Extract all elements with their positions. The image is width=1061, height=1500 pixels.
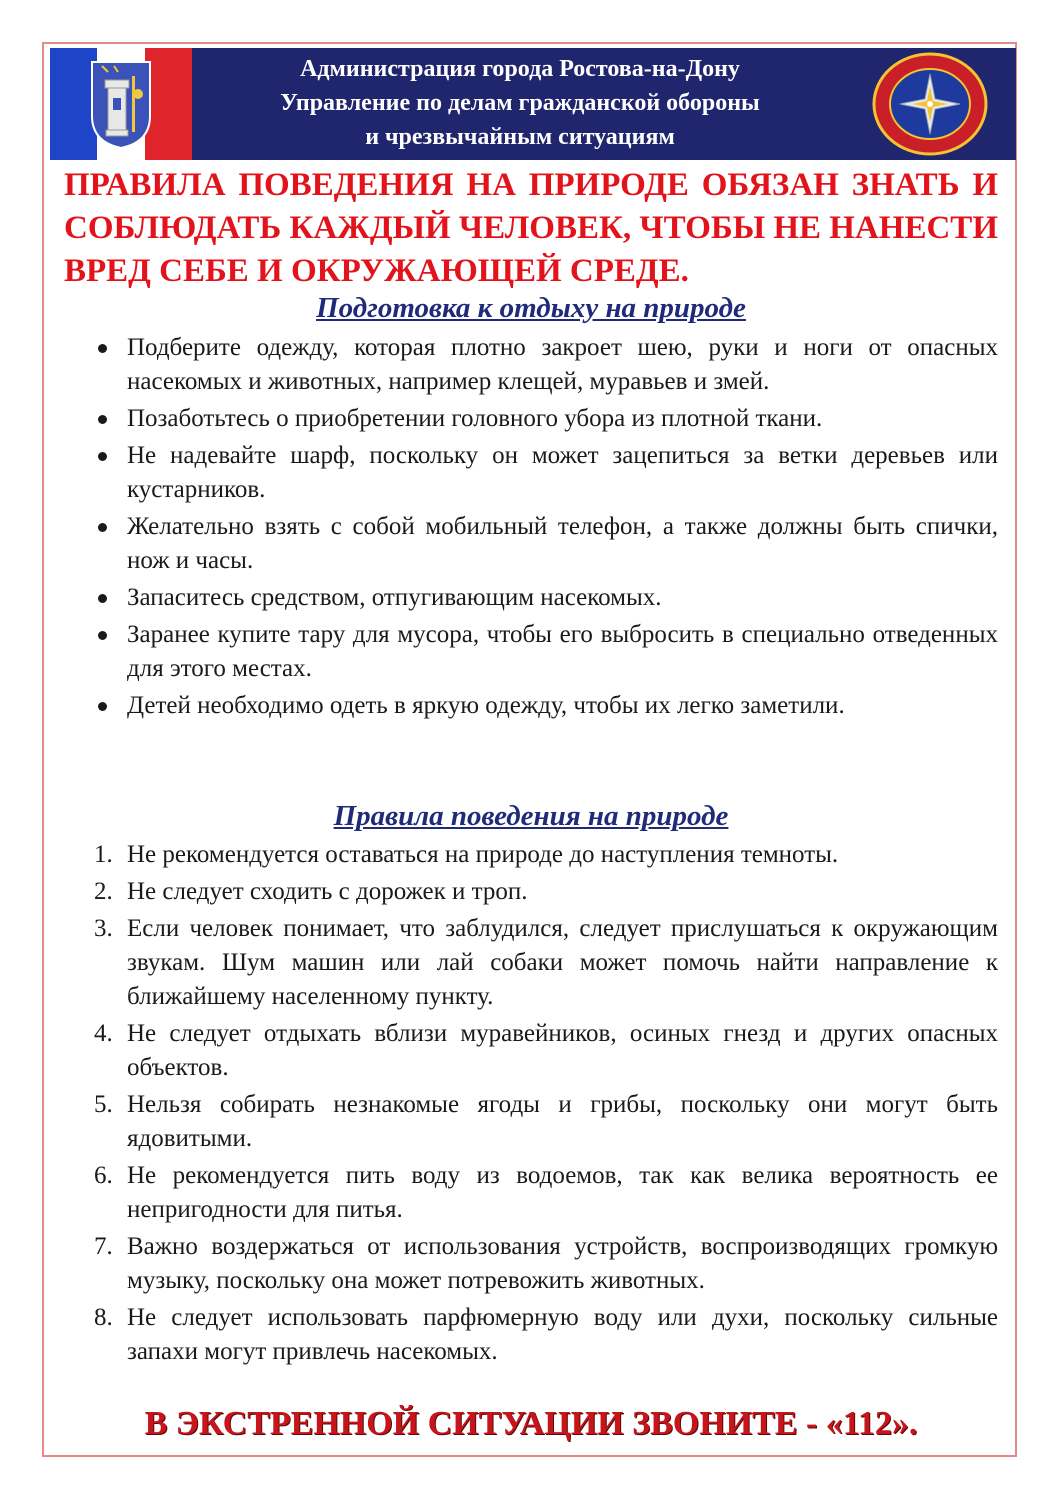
list-item <box>90 510 998 578</box>
list-item <box>90 331 998 399</box>
header-line-1: Администрация города Ростова-на-Дону <box>300 56 740 82</box>
list-item-text: Детей необходимо одеть в яркую одежду, чтобы их легко заметили. <box>127 692 845 719</box>
header-line-2: Управление по делам гражданской обороны <box>280 90 760 116</box>
bullet-icon <box>98 523 107 532</box>
bullet-icon <box>98 631 107 640</box>
preparation-section-title: Подготовка к отдыху на природе <box>316 292 746 324</box>
civil-defence-emblem-icon <box>872 52 988 156</box>
list-item-text: Не следует отдыхать вблизи муравейников, осиных гнезд и других опасных объектов. <box>127 1020 998 1081</box>
emergency-phone-number: «112». <box>825 1405 918 1442</box>
list-item <box>90 1017 998 1085</box>
header-line-3: и чрезвычайным ситуациям <box>365 124 675 150</box>
bullet-icon <box>98 452 107 461</box>
list-item <box>90 1088 998 1156</box>
header-title <box>200 52 840 154</box>
emergency-call-footer <box>64 1402 998 1446</box>
item-number: 6. <box>94 1162 113 1189</box>
rules-section-title: Правила поведения на природе <box>333 800 729 832</box>
list-item-text: Нельзя собирать незнакомые ягоды и грибы, поскольку они могут быть ядовитыми. <box>127 1091 998 1152</box>
list-item <box>90 402 998 436</box>
list-item-text: Важно воздержаться от использования устройств, воспроизводящих громкую музыку, поскольку она может потревожить животных. <box>127 1233 998 1294</box>
rules-list <box>90 838 998 1372</box>
list-item-text: Заранее купите тару для мусора, чтобы его выбросить в специально отведенных для этого местах. <box>127 621 998 682</box>
list-item-text: Не следует использовать парфюмерную воду или духи, поскольку сильные запахи могут привлечь насекомых. <box>127 1304 998 1365</box>
preparation-list <box>90 331 998 726</box>
list-item-text: Подберите одежду, которая плотно закроет шею, руки и ноги от опасных насекомых и животных, например клещей, муравьев и змей. <box>127 334 998 395</box>
item-number: 7. <box>94 1233 113 1260</box>
list-item <box>90 1159 998 1227</box>
list-item-text: Позаботьтесь о приобретении головного убора из плотной ткани. <box>127 405 823 432</box>
list-item-text: Желательно взять с собой мобильный телефон, а также должны быть спички, нож и часы. <box>127 513 998 574</box>
item-number: 2. <box>94 878 113 905</box>
bullet-icon <box>98 344 107 353</box>
bullet-icon <box>98 415 107 424</box>
list-item-text: Не рекомендуется оставаться на природе до наступления темноты. <box>127 841 839 868</box>
header-banner <box>50 48 1016 160</box>
footer-text: В ЭКСТРЕННОЙ СИТУАЦИИ ЗВОНИТЕ - <box>144 1405 826 1442</box>
list-item-text: Запаситесь средством, отпугивающим насекомых. <box>127 584 662 611</box>
list-item <box>90 838 998 872</box>
item-number: 3. <box>94 915 113 942</box>
list-item <box>90 439 998 507</box>
bullet-icon <box>98 594 107 603</box>
city-coat-of-arms-icon <box>88 58 154 150</box>
list-item-text: Если человек понимает, что заблудился, следует прислушаться к окружающим звукам. Шум машин или лай собаки может помочь найти направление к ближайшему населенному пункту. <box>127 915 998 1010</box>
list-item <box>90 1301 998 1369</box>
list-item <box>90 618 998 686</box>
item-number: 1. <box>94 841 113 868</box>
list-item-text: Не рекомендуется пить воду из водоемов, так как велика вероятность ее непригодности для питья. <box>127 1162 998 1223</box>
list-item <box>90 581 998 615</box>
list-item <box>90 912 998 1014</box>
list-item-text: Не следует сходить с дорожек и троп. <box>127 878 528 905</box>
list-item-text: Не надевайте шарф, поскольку он может зацепиться за ветки деревьев или кустарников. <box>127 442 998 503</box>
main-title: ПРАВИЛА ПОВЕДЕНИЯ НА ПРИРОДЕ ОБЯЗАН ЗНАТЬ И СОБЛЮДАТЬ КАЖДЫЙ ЧЕЛОВЕК, ЧТОБЫ НЕ НАНЕСТИ ВРЕД СЕБЕ И ОКРУЖАЮЩЕЙ СРЕДЕ. <box>64 167 998 289</box>
list-item <box>90 1230 998 1298</box>
item-number: 4. <box>94 1020 113 1047</box>
list-item <box>90 875 998 909</box>
bullet-icon <box>98 702 107 711</box>
list-item <box>90 689 998 723</box>
item-number: 8. <box>94 1304 113 1331</box>
item-number: 5. <box>94 1091 113 1118</box>
